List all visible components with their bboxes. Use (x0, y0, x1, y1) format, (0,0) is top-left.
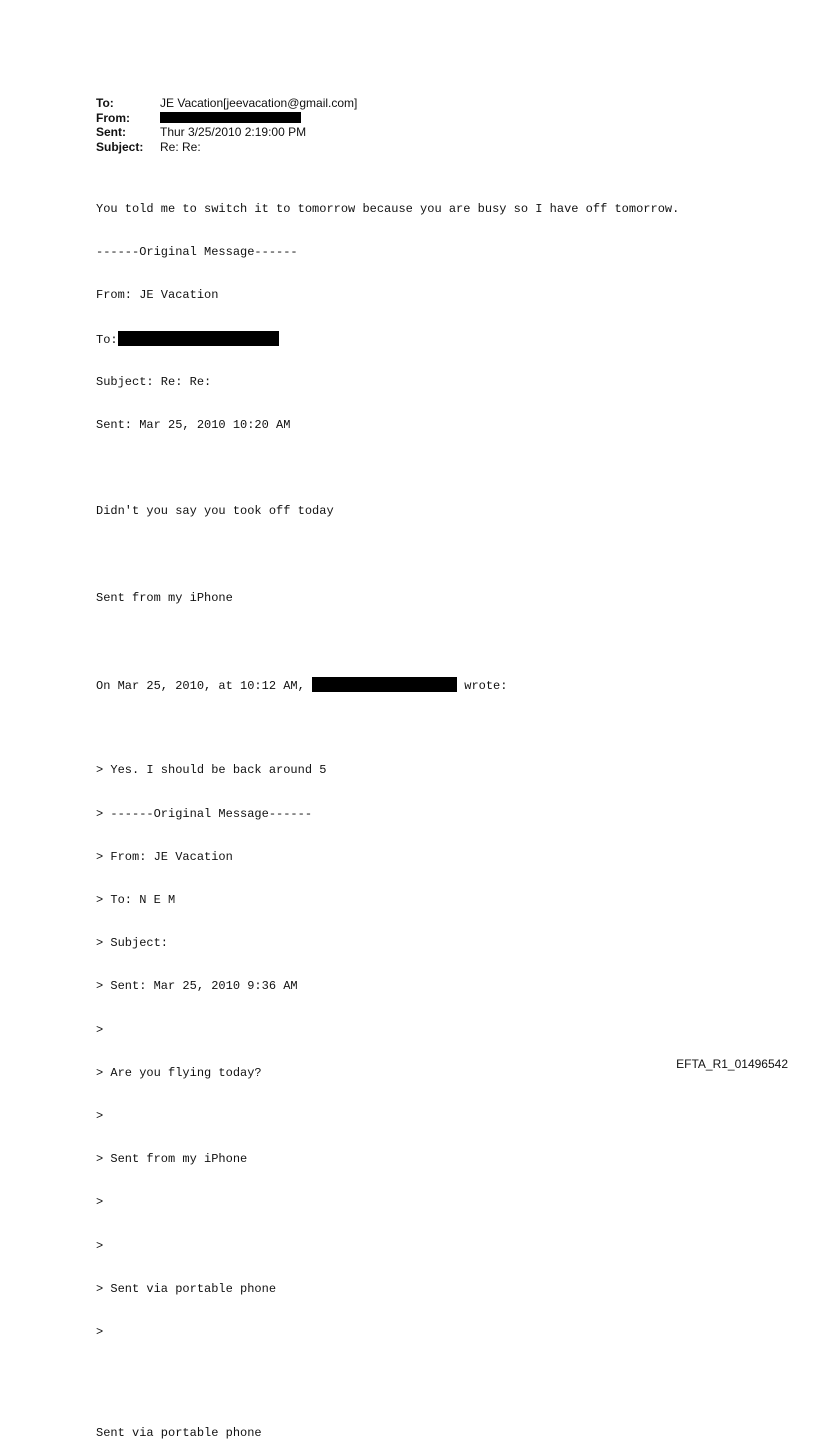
original-sent-line: Sent: Mar 25, 2010 10:20 AM (96, 417, 291, 432)
quoted-line-10: > Sent from my iPhone (96, 1152, 248, 1167)
quoted-line-4: > To: N E M (96, 893, 176, 908)
blank-line (96, 547, 796, 561)
quoted-line-2: > ------Original Message------ (96, 806, 313, 821)
original-to-redaction (118, 331, 279, 346)
original-subject-line: Subject: Re: Re: (96, 374, 212, 389)
to-row (96, 96, 357, 111)
original-to-line (96, 331, 796, 348)
sent-label: Sent: (96, 125, 126, 139)
quoted-line-9: > (96, 1109, 104, 1124)
quoted-line-13: > Sent via portable phone (96, 1281, 277, 1296)
attribution-redaction (312, 677, 457, 692)
sent-value: Thur 3/25/2010 2:19:00 PM (160, 125, 307, 139)
from-row (96, 111, 357, 126)
subject-row (96, 140, 357, 155)
quoted-line-1: > Yes. I should be back around 5 (96, 763, 327, 778)
blank-line (96, 720, 796, 734)
quoted-line-6: > Sent: Mar 25, 2010 9:36 AM (96, 979, 298, 994)
attribution-line (96, 677, 796, 694)
quoted-line-11: > (96, 1195, 104, 1210)
quoted-line-14: > (96, 1325, 104, 1340)
blank-line (96, 1368, 796, 1397)
quoted-line-7: > (96, 1022, 104, 1037)
from-label: From: (96, 110, 130, 125)
attribution-suffix: wrote: (457, 679, 508, 694)
to-label: To: (96, 96, 114, 110)
email-header (96, 96, 357, 154)
blank-line (96, 461, 796, 475)
subject-label: Subject: (96, 139, 144, 154)
iphone-signature: Sent from my iPhone (96, 590, 233, 605)
from-redaction (160, 112, 301, 123)
closing-signature: Sent via portable phone (96, 1425, 262, 1440)
blank-line (96, 634, 796, 648)
attribution-prefix: On Mar 25, 2010, at 10:12 AM, (96, 679, 313, 694)
quoted-line-3: > From: JE Vacation (96, 849, 233, 864)
sent-row (96, 125, 357, 140)
quoted-line-8: > Are you flying today? (96, 1065, 262, 1080)
body-line-1: You told me to switch it to tomorrow because you are busy so I have off tomorrow. (96, 201, 680, 216)
original-to-label: To: (96, 333, 118, 348)
quoted-line-5: > Subject: (96, 936, 169, 951)
original-message-divider: ------Original Message------ (96, 245, 298, 260)
email-body (96, 173, 796, 1455)
document-id: EFTA_R1_01496542 (676, 1057, 788, 1071)
quoted-line-12: > (96, 1238, 104, 1253)
subject-value: Re: Re: (160, 139, 201, 154)
to-value: JE Vacation[jeevacation@gmail.com] (160, 96, 358, 110)
question-line: Didn't you say you took off today (96, 504, 334, 519)
original-from-line: From: JE Vacation (96, 288, 219, 303)
